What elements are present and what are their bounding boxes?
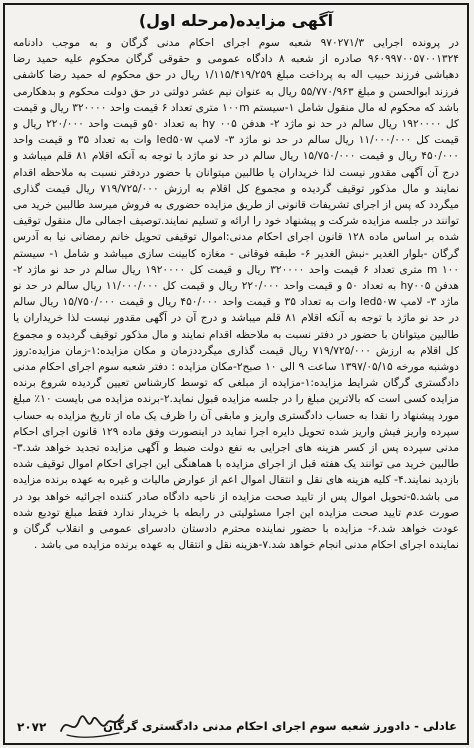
notice-footer	[5, 709, 467, 743]
notice-title: آگهی مزایده(مرحله اول)	[138, 11, 334, 30]
handwritten-signature	[57, 709, 127, 741]
signature-line: عادلی - دادورز شعبه سوم اجرای احکام مدنی دادگستری گرگان	[103, 719, 457, 733]
reference-number: ۲۰۷۲	[17, 720, 47, 734]
notice-body-text: در پرونده اجرایی ۹۷۰۲۷۱/۳ شعبه سوم اجرای احکام مدنی گرگان و به موجب دادنامه ۹۶۰۹۹۷۰۰۵۷۰۰۱۳۲۴ صادره از شعبه ۸ دادگاه عمومی و حقوقی گرگان محکوم علیه حمید رضا دهباشی فرزند حبیب اله به پرداخت مبلغ ۱/۱۱۵/۴۱۹/۲۵۹ ریال در حق محکوم له حمید رضا کاشفی فرزند ابوالحسن و مبلغ ۵۵/۷۷۰/۹۶۳ ریال به عنوان نیم عشر دولتی در حق دولت محکوم و بدهکارمی باشد که محکوم له مال منقول شامل ۱-سیستم ۱۰۰m متری تعداد ۶ قیمت واحد ۳۲۰۰۰۰ ریال و قیمت کل ۱۹۲۰۰۰۰ ریال سالم در حد نو ماژد ۲- هدفن hy ۰۰۵ به تعداد ۵۰و قیمت واحد ۲۲۰/۰۰۰ ریال و قیمت کل ۱۱/۰۰۰/۰۰۰ ریال سالم در حد نو ماژد ۳- لامپ led۵۰w وات به تعداد ۳۵ و قیمت واحد ۴۵۰/۰۰۰ ریال و قیمت ۱۵/۷۵۰/۰۰۰ ریال سالم در حد نو ماژد با توجه به آنکه اقلام ۸۱ قلم میباشد و درج آن آگهی مقدور نیست لذا خریداران یا طالبین میتوانان با حضور دردفتر نسبت به ملاحظه اقدام نمایند و مال مذکور توقیف گردیده و مجموع کل اقلام به ارزش ۷۱۹/۷۲۵/۰۰۰ ریال قیمت گذاری میگردد که پس از اجرای تشریفات قانونی از طریق مزایده حضوری به فروش میرسد طالبین خرید می توانند در جلسه مزایده شرکت و پیشنهاد خود را ارائه و تسلیم نمایند.توصیف اجمالی مال منقول توقیف شده بر اساس ماده ۱۲۸ قانون اجرای احکام مدنی:اموال توقیفی تحویل خانم رمضانی نیا به آدرس گرگان -بلوار الغدیر -نبش الغدیر ۶- طبقه فوقانی - مغازه کابینت سازی میباشد و شامل ۱- سیستم ۱۰۰ m متری تعداد ۶ قیمت واحد ۳۲۰۰۰۰ ریال و قیمت کل ۱۹۲۰۰۰۰ ریال سالم در حد نو ماژد ۲- هدفن hy۰۰۵ به تعداد ۵۰ و قیمت واحد ۲۲۰/۰۰۰ ریال و قیمت کل ۱۱/۰۰۰/۰۰۰ ریال سالم در حد نو ماژد ۳- لامپ led۵۰w وات به تعداد ۳۵ و قیمت واحد ۴۵۰/۰۰۰ ریال و قیمت ۱۵/۷۵۰/۰۰۰ ریال سالم در حد نو ماژد با توجه به آنکه اقلام ۸۱ قلم میباشد و درج آن در آگهی مقدور نیست لذا خریداران یا طالبین میتوانان با حضور در دفتر نسبت به ملاحظه اقدام نمایند و مال مذکور توقیف گردیده و مجموع کل اقلام به ارزش ۷۱۹/۷۲۵/۰۰۰ ریال قیمت گذاری میگرددزمان و مکان مزایده:۱-زمان مزایده:روز دوشنبه مورخه ۱۳۹۷/۰۵/۱۵ ساعت ۹ الی ۱۰ صبح۲-مکان مزایده : دفتر شعبه سوم اجرای احکام مدنی دادگستری گرگان شرایط مزایده:۱-مزایده از مبلغی که توسط کارشناس تعیین گردیده شروع برنده مزایده کسی است که بالاترین مبلغ را در جلسه مزایده قبول نماید.۲-برنده مزایده می بایست ۱۰٪ مبلغ مورد پیشنهاد را نقدا به حساب دادگستری واریز و مابقی آن را ظرف یک ماه از تاریخ مزایده به حساب سپرده واریز فیش واریز شده تحویل دایره اجرا نماید در اینصورت وفق ماده ۱۲۹ قانون اجرای احکام مدنی سپرده پس از کسر هزینه های اجرایی به نفع دولت ضبط و آگهی مزایده تجدید خواهد شد.۳-طالبین خرید می توانند یک هفته قبل از اجرای مزایده با هماهنگی این اجرای احکام اموال توقیف شده بازدید نمایند.۴- کلیه هزینه های نقل و انتقال اموال اعم از عوارض مالیات و غیره به عهده برنده مزایده می باشد.۵-تحویل اموال پس از تایید صحت مزایده از ناحیه دادگاه صادر کننده اجرائیه خواهد بود در صورت عدم تایید صحت مزایده این اجرا مسئولیتی در رابطه با خریدار ندارد فقط مبلغ تودیع شده عودت خواهد شد.۶- مزایده با حضور نماینده محترم دادستان دادسرای عمومی و انقلاب گرگان و نماینده اجرای احکام مدنی انجام خواهد شد.۷-هزینه نقل و انتقال به عهده برنده مزایده می باشد .	[13, 37, 459, 552]
auction-notice-box	[3, 3, 469, 745]
